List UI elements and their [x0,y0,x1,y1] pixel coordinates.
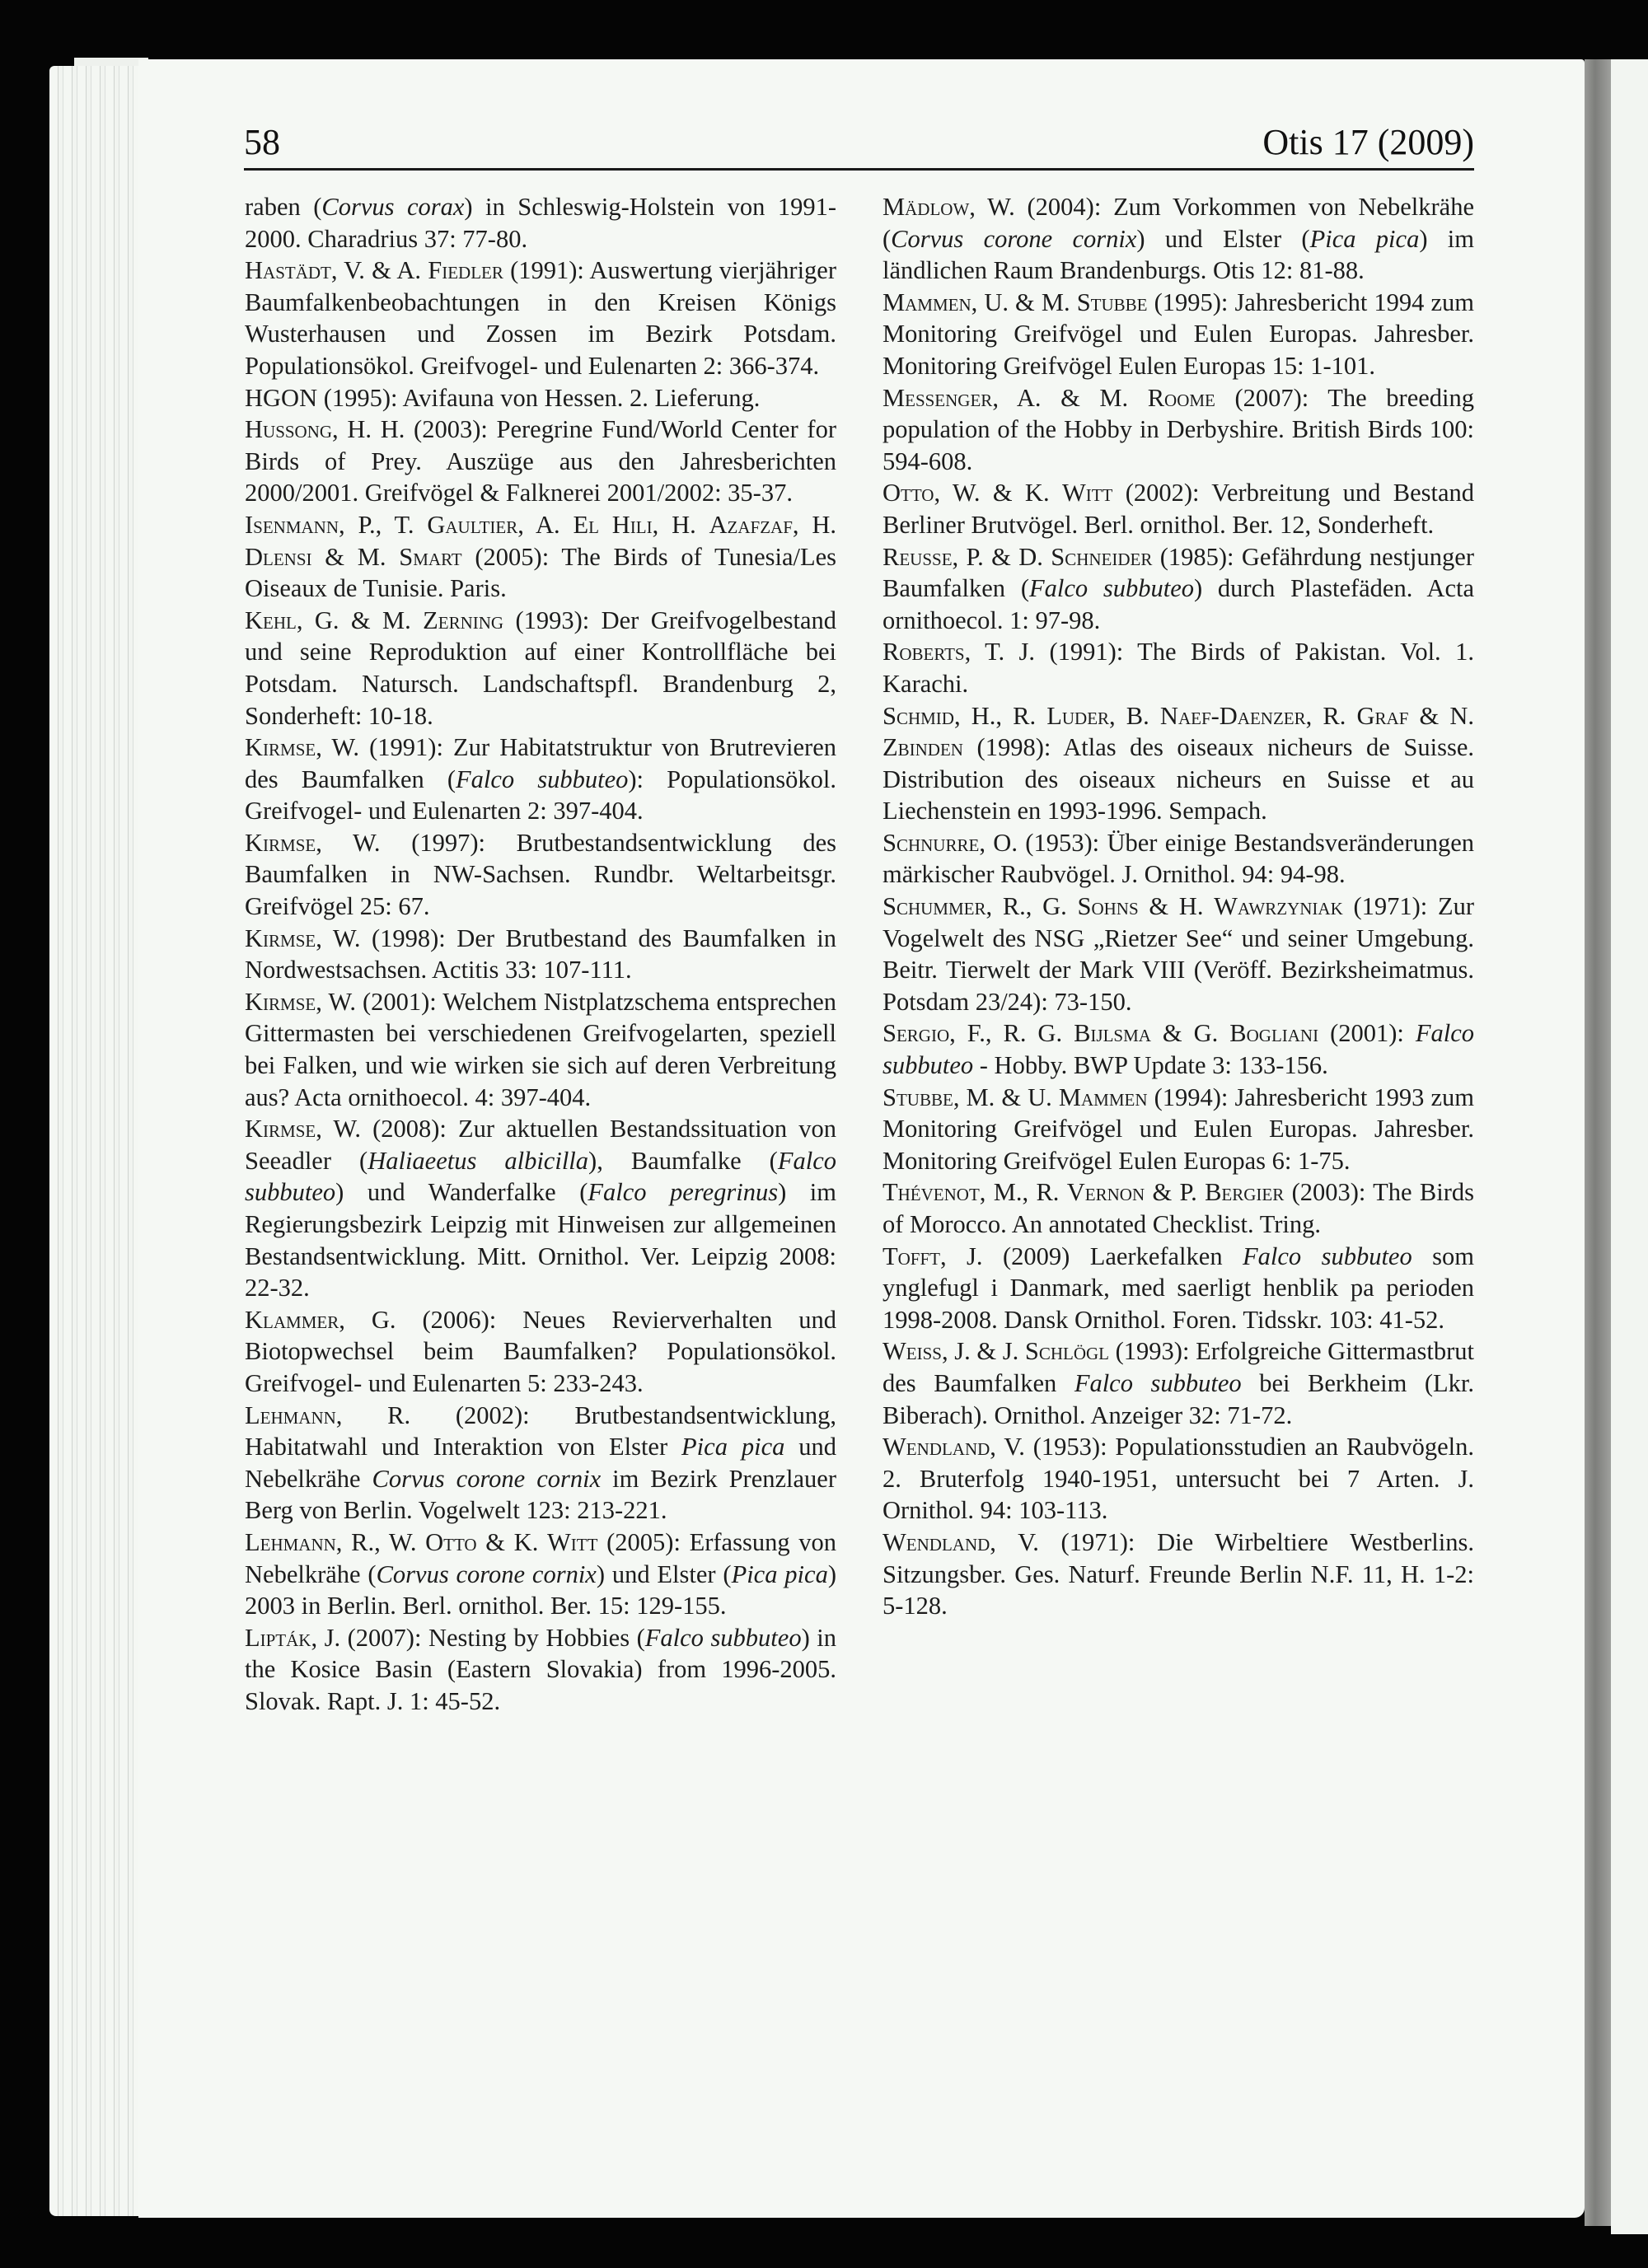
author-name: Kirmse [245,1115,316,1143]
reference-text: , A. & M. [992,383,1148,412]
author-name: Kirmse [245,924,316,952]
reference-text: (2001): [1318,1019,1416,1048]
reference-entry [883,636,1474,699]
reference-text: , H., R. [953,701,1047,730]
author-name: Wendland [883,1527,990,1556]
species-name: Falco subbuteo [245,1146,836,1207]
reference-text: , V. (1953): Populationsstudien an Raubvögeln. 2. Bruterfolg 1940-1951, untersucht bei 7 Arten. J. Ornithol. 94: 103-113. [883,1433,1474,1525]
reference-text: , R. (2002): Brutbestandsentwicklung, Habitatwahl und Interaktion von Elster [245,1401,836,1461]
book-gutter-shadow [1585,59,1611,2226]
author-name: Vernon [1066,1178,1145,1207]
reference-text: , F., R. G. [949,1019,1074,1048]
author-name: Mammen [883,288,971,316]
author-name: Kirmse [245,987,316,1016]
reference-entry [883,700,1474,827]
author-name: Lehmann [245,1401,336,1429]
species-name: Falco subbuteo [1028,574,1195,603]
reference-entry [883,541,1474,637]
author-name: Isenmann [245,510,339,539]
references-right-column [883,191,1474,1622]
species-name: Corvus corone cornix [891,224,1137,253]
reference-entry [883,1241,1474,1336]
author-name: Stubbe [1076,288,1148,316]
author-name: Zbinden [883,733,963,762]
author-name: Sergio [883,1019,950,1048]
reference-entry [245,986,836,1113]
reference-text: im Bezirk Prenzlauer Berg von Berlin. Vogelwelt 123: 213-221. [245,1464,836,1525]
reference-text: , W. & K. [934,479,1062,507]
reference-text: som ynglefugl i Danmark, med saerligt henblik pa perioden 1998-2008. Dansk Ornithol. Foren. Tidsskr. 103: 41-52. [883,1242,1475,1334]
stacked-page-edges [49,66,148,2216]
author-name: Klammer [245,1305,339,1334]
references-left-column [245,191,836,1718]
author-name: Azafzaf [709,510,793,539]
reference-text: , R., G. [986,892,1078,921]
reference-entry [245,1527,836,1622]
reference-text: , J. (2007): Nesting by Hobbies ( [311,1623,645,1652]
author-name: Bijlsma [1074,1019,1151,1048]
species-name: Falco subbuteo [1074,1368,1242,1397]
reference-text: , T. J. (1991): The Birds of Pakistan. Vol. 1. Karachi. [883,638,1474,698]
reference-text: , M. & U. [953,1083,1059,1111]
reference-entry [245,827,836,923]
reference-entry [245,414,836,509]
reference-entry [245,605,836,732]
reference-text: bei Berkheim (Lkr. Biberach). Ornithol. Anzeiger 32: 71-72. [883,1368,1474,1429]
author-name: Wawrzyniak [1214,892,1343,921]
reference-text: , H. H. (2003): Peregrine Fund/World Center for Birds of Prey. Auszüge aus den Jahresberichten 2000/2001. Greifvögel & Falknerei 2001/2002: 35-37. [245,415,836,507]
page-number: 58 [244,122,280,162]
reference-text: ) 2003 in Berlin. Berl. ornithol. Ber. 15: 129-155. [245,1560,836,1620]
reference-entry [245,1304,836,1400]
species-name: Pica pica [1309,224,1420,253]
reference-text: ) und Elster ( [596,1560,732,1588]
reference-text: und Nebelkrähe [245,1433,837,1493]
reference-text: (1998): Atlas des oiseaux nicheurs de Suisse. Distribution des oiseaux nicheurs en Suisse et au Liechenstein en 1993-1996. Sempach. [883,733,1474,825]
reference-text: , H. [652,510,709,539]
author-name: Bergier [1205,1178,1285,1207]
reference-entry [883,287,1474,382]
journal-citation: Otis 17 (2009) [1262,122,1474,162]
author-name: Reusse [883,542,953,571]
reference-text: - Hobby. BWP Update 3: 133-156. [973,1051,1328,1080]
author-name: Roberts [883,638,965,666]
reference-text: & G. [1150,1019,1230,1048]
reference-text: , V. & A. [330,256,428,285]
reference-text: (1995): Jahresbericht 1994 zum Monitoring Greifvögel und Eulen Europas. Jahresber. Monitoring Greifvögel Eulen Europas 15: 1-101. [883,288,1475,380]
author-name: Otto [425,1527,477,1556]
reference-text: (1994): Jahresbericht 1993 zum Monitoring Greifvögel und Eulen Europas. Jahresber. Monitoring Greifvögel Eulen Europas 6: 1-75. [883,1083,1475,1175]
author-name: Kehl [245,606,297,634]
reference-text: ) im ländlichen Raum Brandenburgs. Otis 12: 81-88. [883,224,1475,285]
reference-text: (1993): Erfolgreiche Gittermastbrut des Baumfalken [883,1337,1474,1397]
reference-entry [245,255,836,381]
reference-text: (1971): Zur Vogelwelt des NSG „Rietzer See“ und seiner Umgebung. Beitr. Tierwelt der Mark VIII (Veröff. Bezirksheimatmus. Potsdam 23/24): 73-150. [883,892,1475,1016]
reference-text: , W. (1997): Brutbestandsentwicklung des Baumfalken in NW-Sachsen. Rundbr. Weltarbeitsgr. Greifvögel 25: 67. [245,828,836,921]
reference-text: , O. (1953): Über einige Bestandsveränderungen märkischer Raubvögel. J. Ornithol. 94: 94-98. [883,828,1474,889]
species-name: Corvus corax [321,193,465,221]
author-name: Sohns [1077,892,1139,921]
reference-text: , B. [1109,701,1160,730]
reference-text: , W. (2008): Zur aktuellen Bestandssituation von Seeadler ( [245,1115,836,1175]
reference-entry [883,1527,1474,1622]
header-rule [244,168,1474,171]
author-name: Wendland [883,1433,990,1461]
reference-entry [883,191,1474,287]
species-name: Falco peregrinus [588,1178,779,1207]
running-header [244,118,1474,167]
author-name: Hussong [245,415,333,444]
author-name: Lehmann [245,1527,336,1556]
reference-text: & K. [476,1527,548,1556]
author-name: Graf [1356,701,1409,730]
author-name: El Hili [573,510,653,539]
species-name: Falco subbuteo [456,765,629,793]
species-name: Haliaeetus albicilla [368,1146,589,1175]
reference-entry [883,891,1474,1017]
reference-text: (2003): The Birds of Morocco. An annotated Checklist. Tring. [883,1178,1475,1238]
reference-entry [883,1335,1474,1431]
author-name: Schmid [883,701,954,730]
author-name: Smart [399,542,462,571]
reference-text: , W. (1991): Zur Habitatstruktur von Brutrevieren des Baumfalken ( [245,733,836,793]
reference-text: , W. (1998): Der Brutbestand des Baumfalken in Nordwestsachsen. Actitis 33: 107-111. [245,924,836,984]
reference-text: ) und Wanderfalke ( [335,1178,588,1207]
reference-entry [245,923,836,986]
author-name: Dlensi [245,542,312,571]
reference-text: & P. [1145,1178,1206,1207]
reference-text: raben ( [245,193,322,221]
reference-text: , W. (2001): Welchem Nistplatzschema entsprechen Gittermasten bei verschiedenen Greifvogelarten, speziell bei Falken, und wie wirken sie sich auf deren Verbreitung aus? Acta ornithoecol. 4: 397-404. [245,987,836,1111]
author-name: Bogliani [1229,1019,1319,1048]
author-name: Thévenot [883,1178,980,1207]
author-name: Mammen [1058,1083,1148,1111]
author-name: Kirmse [245,828,316,857]
author-name: Mädlow [883,193,970,221]
reference-text: ) in the Kosice Basin (Eastern Slovakia) from 1996-2005. Slovak. Rapt. J. 1: 45-52. [245,1623,836,1715]
reference-text: (1991): Auswertung vierjähriger Baumfalkenbeobachtungen in den Kreisen Königs Wusterhausen und Zossen im Bezirk Potsdam. Populationsökol. Greifvogel- und Eulenarten 2: 366-374. [245,256,836,380]
author-name: Naef-Daenzer [1159,701,1306,730]
reference-text: ) im Regierungsbezirk Leipzig mit Hinweisen zur allgemeinen Bestandsentwicklung. Mitt. Ornithol. Ver. Leipzig 2008: 22-32. [245,1178,837,1302]
reference-text: ), Baumfalke ( [588,1146,778,1175]
author-name: Zerning [423,606,504,634]
reference-entry [245,732,836,827]
reference-text: ): Populationsökol. Greifvogel- und Eulenarten 2: 397-404. [245,765,836,825]
reference-text: , R., W. [335,1527,426,1556]
author-name: Weiss [883,1337,942,1366]
author-name: Witt [547,1527,598,1556]
reference-text: (1985): Gefährdung nestjunger Baumfalken ( [883,542,1474,603]
reference-entry [883,827,1474,891]
reference-text: (2002): Verbreitung und Bestand Berliner Brutvögel. Berl. ornithol. Ber. 12, Sonderheft. [883,479,1475,539]
species-name: Pica pica [731,1560,828,1588]
author-name: Schummer [883,892,986,921]
reference-text: (2005): Erfassung von Nebelkrähe ( [245,1527,837,1588]
author-name: Fiedler [428,256,503,285]
reference-entry [245,1113,836,1304]
species-name: Falco subbuteo [644,1623,802,1652]
species-name: Corvus corone cornix [376,1560,597,1588]
author-name: Schnurre [883,828,980,857]
reference-text: , G. (2006): Neues Revierverhalten und Biotopwechsel beim Baumfalken? Populationsökol. Greifvogel- und Eulenarten 5: 233-243. [245,1305,836,1397]
reference-text: HGON (1995): Avifauna von Hessen. 2. Lieferung. [245,383,761,412]
author-name: Gaultier [427,510,518,539]
author-name: Stubbe [883,1083,953,1111]
reference-entry [883,477,1474,540]
reference-text: , G. & M. [296,606,424,634]
author-name: Tofft [883,1242,940,1270]
reference-entry [883,1176,1474,1240]
adjacent-page-edge [1611,59,1648,2234]
species-name: Falco subbuteo [883,1019,1475,1080]
reference-entry [245,509,836,605]
reference-text: , R. [1305,701,1357,730]
species-name: Pica pica [681,1433,785,1461]
reference-entry [883,382,1474,478]
reference-text: , A. [517,510,574,539]
reference-text: , J. & J. [941,1337,1025,1366]
reference-text: & N. [1408,701,1475,730]
author-name: Witt [1061,479,1113,507]
reference-text: , H. [792,510,836,539]
reference-entry [245,1400,836,1527]
author-name: Schlögl [1024,1337,1109,1366]
reference-text: ) und Elster ( [1136,224,1310,253]
author-name: Messenger [883,383,993,412]
reference-text: , P. & D. [952,542,1051,571]
reference-entry [245,191,836,255]
reference-text: , W. (2004): Zum Vorkommen von Nebelkrähe ( [883,193,1474,253]
author-name: Lipták [245,1623,311,1652]
species-name: Corvus corone cornix [372,1464,602,1493]
reference-text: , J. (2009) Laerkefalken [939,1242,1243,1270]
author-name: Schneider [1051,542,1153,571]
reference-text: & M. [311,542,400,571]
reference-text: & H. [1138,892,1215,921]
author-name: Hastädt [245,256,331,285]
reference-text: ) in Schleswig-Holstein von 1991-2000. Charadrius 37: 77-80. [245,193,836,253]
reference-entry [883,1017,1474,1081]
reference-entry [245,1622,836,1718]
reference-entry [883,1431,1474,1527]
reference-entry [245,382,836,414]
author-name: Roome [1147,383,1215,412]
reference-text: , M., R. [979,1178,1067,1207]
reference-text: , U. & M. [971,288,1077,316]
reference-text: (2007): The breeding population of the Hobby in Derbyshire. British Birds 100: 594-608. [883,383,1474,475]
reference-entry [883,1082,1474,1177]
reference-text: ) durch Plastefäden. Acta ornithoecol. 1: 97-98. [883,574,1474,634]
author-name: Kirmse [245,733,316,762]
author-name: Luder [1046,701,1110,730]
author-name: Otto [883,479,934,507]
reference-text: (1993): Der Greifvogelbestand und seine Reproduktion auf einer Kontrollfläche bei Potsdam. Natursch. Landschaftspfl. Brandenburg 2, Sonderheft: 10-18. [245,606,836,730]
species-name: Falco subbuteo [1243,1242,1412,1270]
reference-text: , V. (1971): Die Wirbeltiere Westberlins. Sitzungsber. Ges. Naturf. Freunde Berlin N.F. 11, H. 1-2: 5-128. [883,1527,1474,1620]
reference-text: (2005): The Birds of Tunesia/Les Oiseaux de Tunisie. Paris. [245,542,837,603]
reference-text: , P., T. [339,510,428,539]
